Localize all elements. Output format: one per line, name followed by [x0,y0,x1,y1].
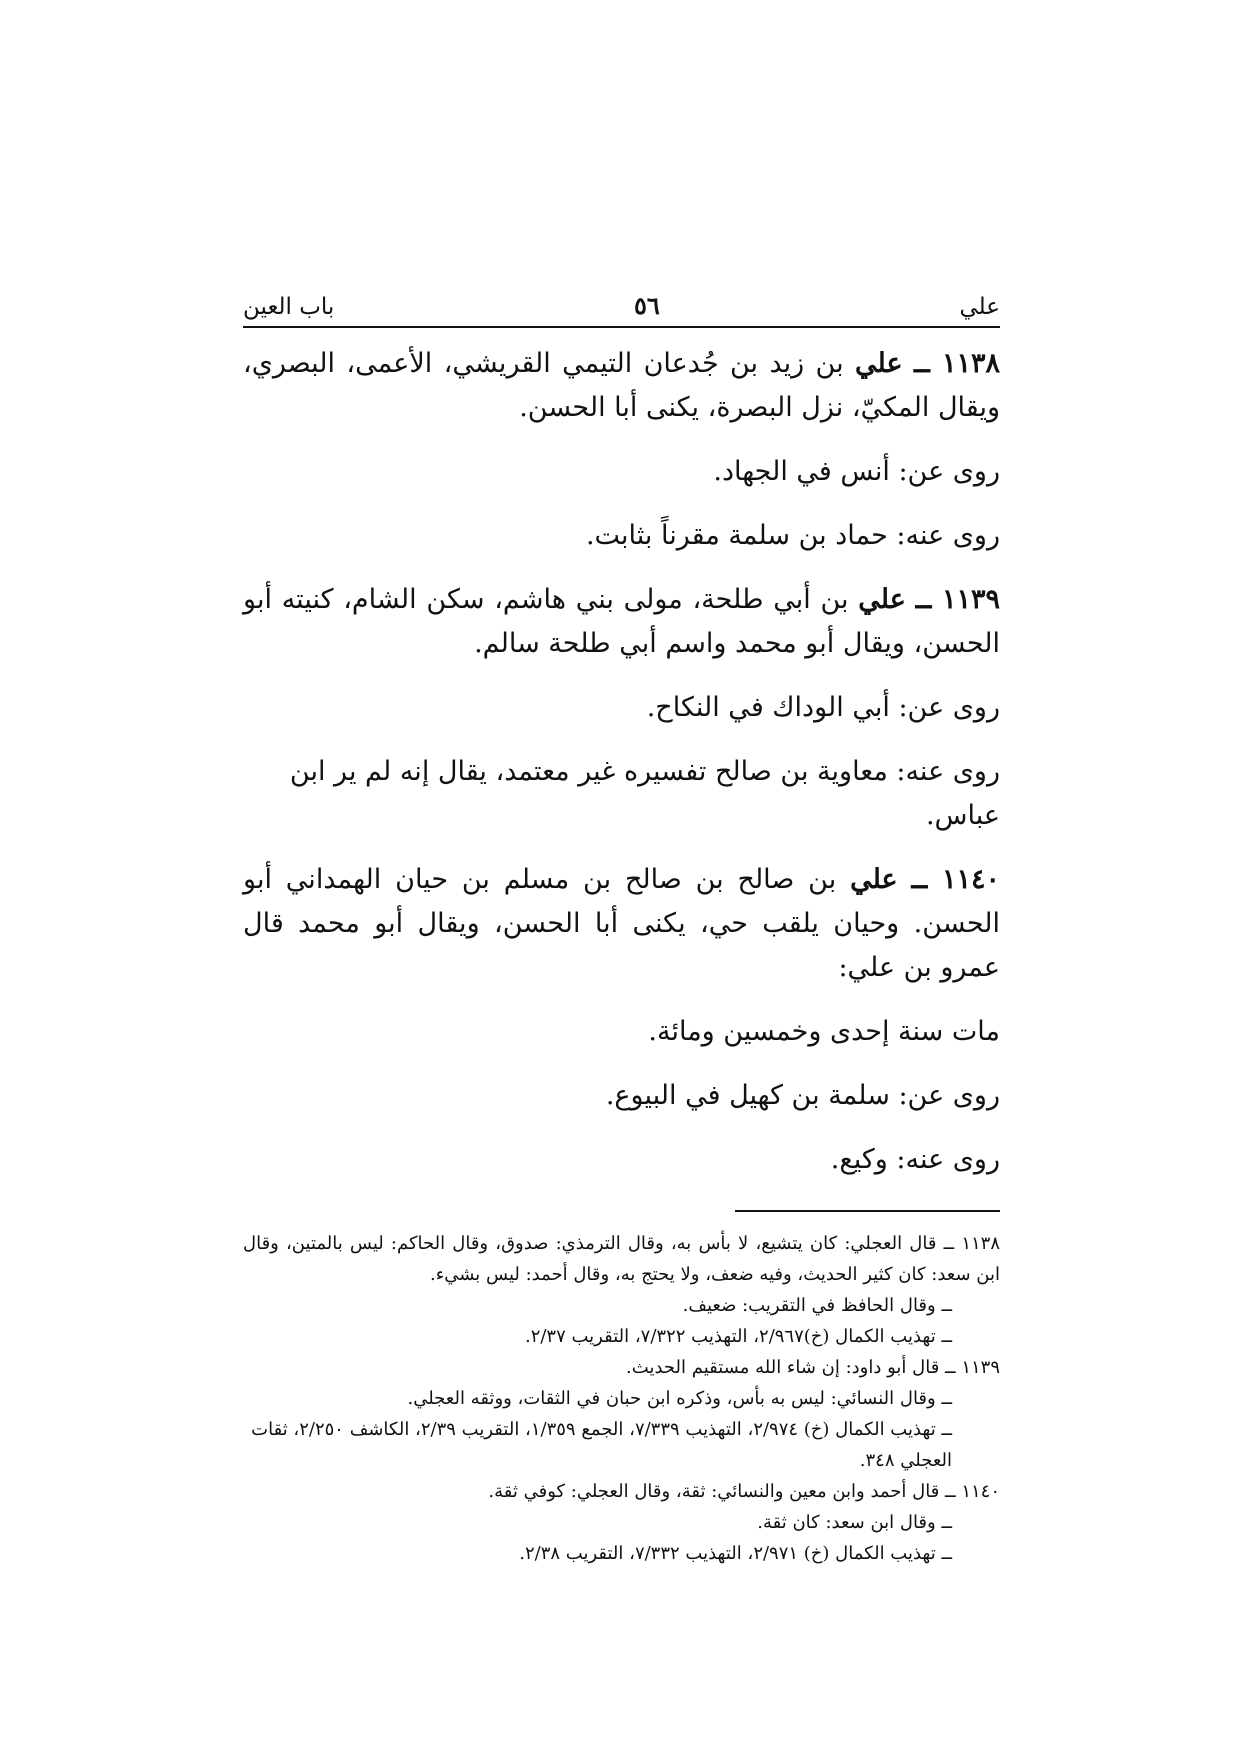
entry-text: بن صالح بن صالح بن مسلم بن حيان الهمداني أبو الحسن. وحيان يلقب حي، يكنى أبا الحسن، ويقال أبو محمد قال عمرو بن علي: [243,864,1000,983]
narrated-from: روى عن: سلمة بن كهيل في البيوع. [605,1080,1000,1111]
footnote-number: ١١٤٠ [961,1481,1000,1502]
footnote-number: ١١٣٨ [961,1233,1000,1254]
entries [243,342,1000,1182]
entry-name: علي [850,864,898,895]
entry [243,578,1000,838]
footnote-divider [735,1210,1000,1212]
document-page [243,280,1000,1569]
entry-number: ١١٣٩ ــ [915,584,1000,615]
entry-heading [243,578,1000,666]
narrated-from: روى عن: أبي الوداك في النكاح. [646,692,1000,723]
narrated-by: روى عنه: معاوية بن صالح تفسيره غير معتمد، يقال إنه لم ير ابن عباس. [289,756,1000,831]
footnote-text: ــ قال العجلي: كان يتشيع، لا بأس به، وقال الترمذي: صدوق، وقال الحاكم: ليس بالمتين، وقال ابن سعد: كان كثير الحديث، وفيه ضعف، ولا يحتج به، وقال أحمد: ليس بشيء. [243,1233,1000,1285]
entry-name: علي [858,584,906,615]
footnote-line: ــ تهذيب الكمال (خ) ٢/٩٧٤، التهذيب ٧/٣٣٩، الجمع ١/٣٥٩، التقريب ٢/٣٩، الكاشف ٢/٢٥٠، ثقات العجلي ٣٤٨. [251,1419,952,1471]
footnote-line: ــ وقال النسائي: ليس به بأس، وذكره ابن حبان في الثقات، ووثقه العجلي. [407,1388,952,1409]
footnote-text: ــ قال أحمد وابن معين والنسائي: ثقة، وقال العجلي: كوفي ثقة. [488,1481,956,1502]
entry-number: ١١٤٠ ــ [911,864,1000,895]
entry-name: علي [855,348,903,379]
entry-heading [243,342,1000,430]
footnote-line: ــ تهذيب الكمال (خ) ٢/٩٧١، التهذيب ٧/٣٣٢، التقريب ٢/٣٨. [519,1543,952,1564]
death-note: مات سنة إحدى وخمسين ومائة. [648,1016,1000,1047]
footnote [243,1476,1000,1569]
entry-number: ١١٣٨ ــ [913,348,1000,379]
footnote [243,1228,1000,1352]
entry-heading [243,858,1000,990]
entry [243,342,1000,558]
narrated-by: روى عنه: وكيع. [830,1144,1000,1175]
footnote-line: ــ تهذيب الكمال (خ)٢/٩٦٧، التهذيب ٧/٣٢٢، التقريب ٢/٣٧. [524,1326,952,1347]
footnote-line: ــ وقال الحافظ في التقريب: ضعيف. [682,1295,952,1316]
entry [243,858,1000,1182]
footnote-line: ــ وقال ابن سعد: كان ثقة. [757,1512,952,1533]
footnote [243,1352,1000,1476]
running-header [243,280,1000,328]
header-entry-name: علي [959,294,1000,320]
page-number: ٥٦ [634,291,660,320]
chapter-title: باب العين [243,294,335,320]
entry-text: بن أبي طلحة، مولى بني هاشم، سكن الشام، كنيته أبو الحسن، ويقال أبو محمد واسم أبي طلحة سالم. [243,584,1000,659]
footnote-number: ١١٣٩ [961,1357,1000,1378]
footnote-text: ــ قال أبو داود: إن شاء الله مستقيم الحديث. [626,1357,956,1378]
narrated-by: روى عنه: حماد بن سلمة مقرناً بثابت. [585,520,1000,551]
narrated-from: روى عن: أنس في الجهاد. [713,456,1000,487]
entry-text: بن زيد بن جُدعان التيمي القريشي، الأعمى، البصري، ويقال المكيّ، نزل البصرة، يكنى أبا الحسن. [243,348,1000,423]
footnotes [243,1228,1000,1569]
